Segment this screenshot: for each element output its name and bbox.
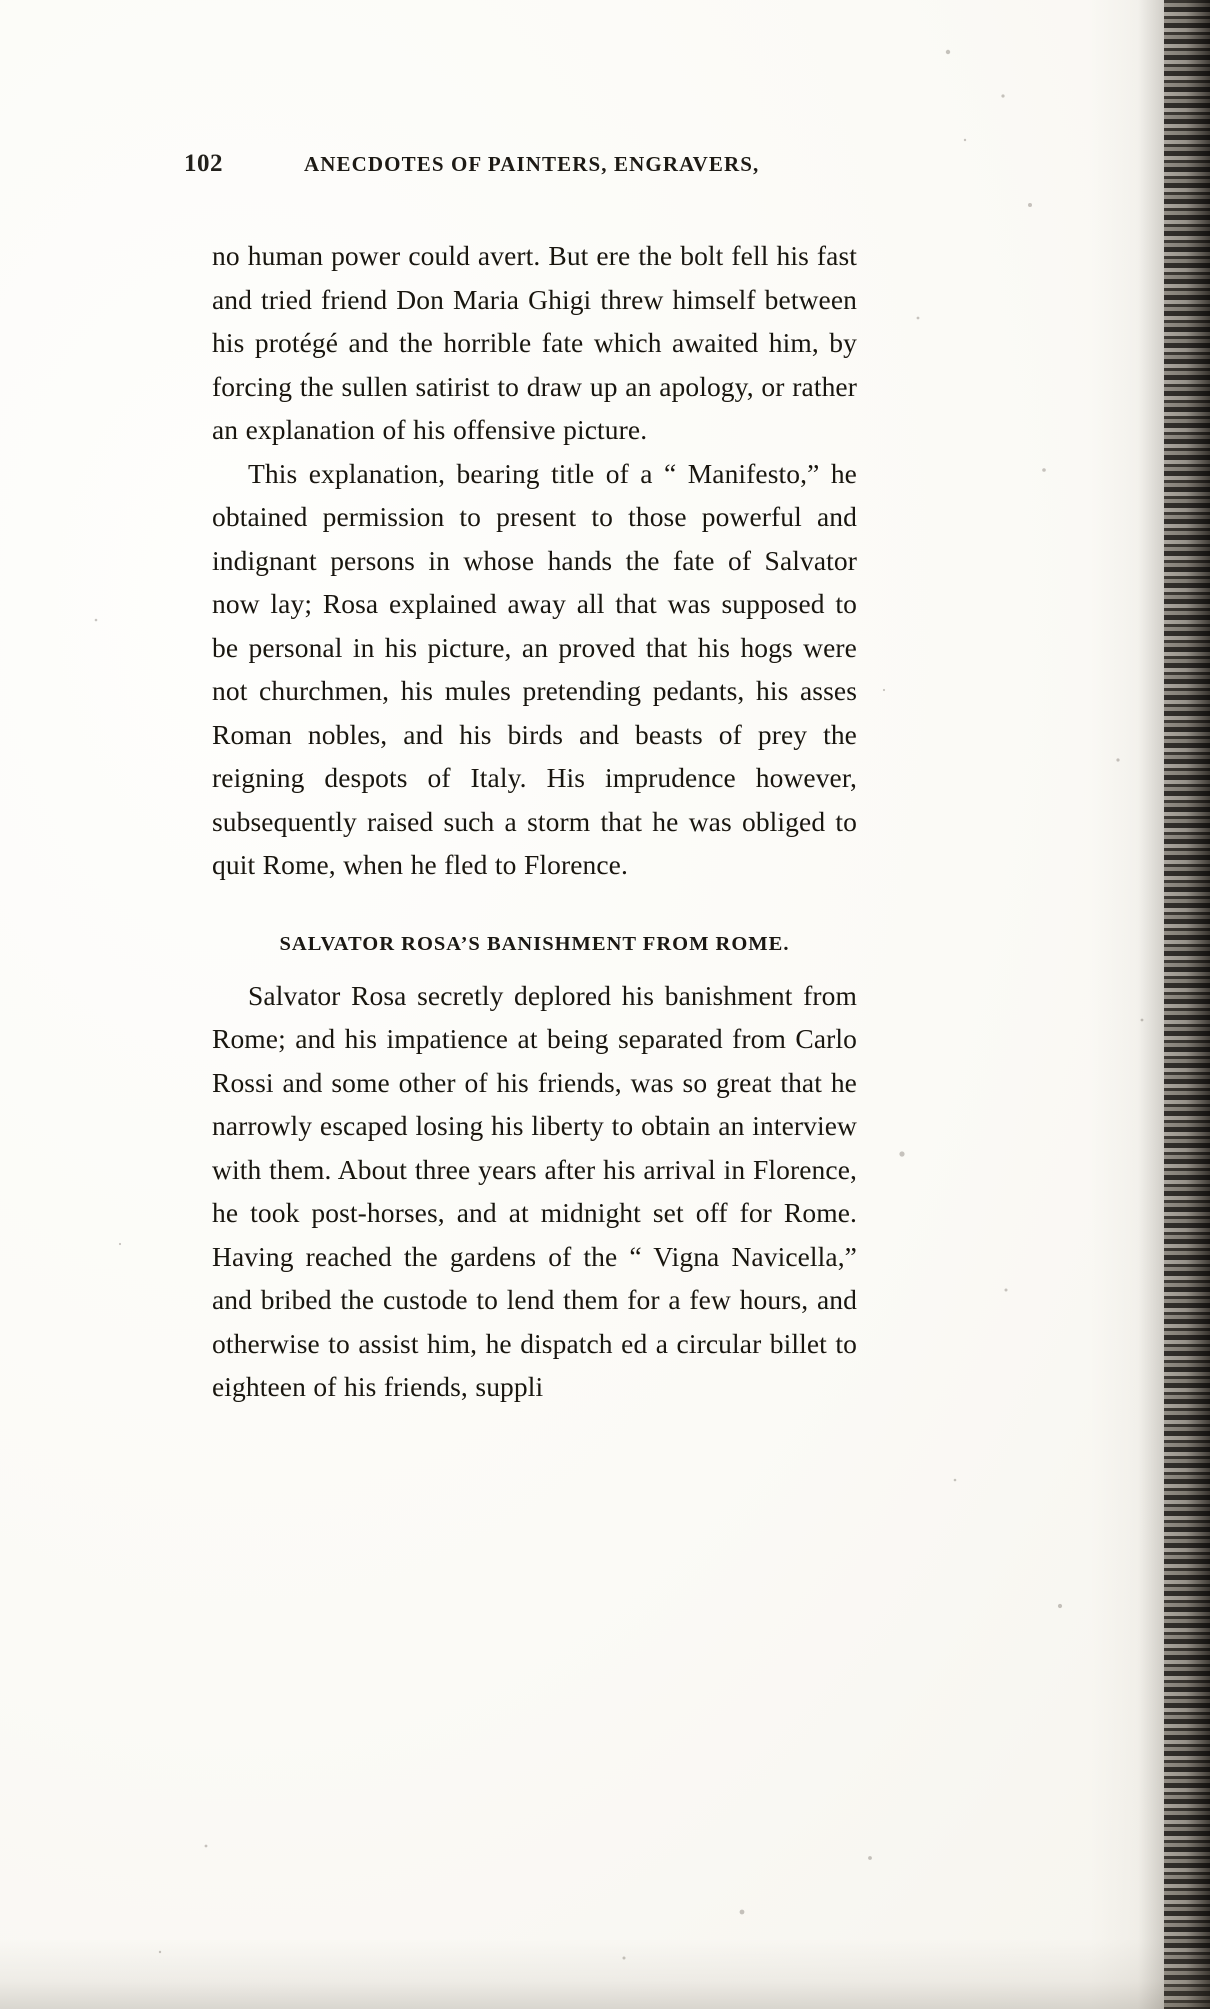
page-content: [184, 150, 857, 1409]
running-head: [184, 150, 857, 178]
paragraph-2: This explanation, bearing title of a “ Manifesto,” he obtained permission to present to those powerful and indignant persons in whose hands the fate of Salvator now lay; Rosa explained away all that was supposed to be personal in his picture, an proved that his hogs were not churchmen, his mules pretending pedants, his asses Roman nobles, and his birds and beasts of prey the reigning despots of Italy. His imprudence however, subsequently raised such a storm that he was obliged to quit Rome, when he fled to Florence.: [212, 457, 857, 880]
page-folio-number: 102: [184, 150, 223, 177]
running-head-title: ANECDOTES OF PAINTERS, ENGRAVERS,: [304, 152, 760, 176]
section-heading: SALVATOR ROSA’S BANISHMENT FROM ROME.: [279, 932, 790, 955]
paragraph-1: no human power could avert. But ere the bolt fell his fast and tried friend Don Maria Ghigi threw himself between his protégé and the horrible fate which awaited him, by forcing the sullen satirist to draw up an apology, or rather an explanation of his offensive picture.: [212, 240, 857, 445]
section-paragraph-1: Salvator Rosa secretly deplored his banishment from Rome; and his impatience at being separated from Carlo Rossi and some other of his friends, was so great that he narrowly escaped losing his liberty to obtain an interview with them. About three years after his arrival in Florence, he took post-horses, and at midnight set off for Rome. Having reached the gardens of the “ Vigna Navicella,” and bribed the custode to lend them for a few hours, and otherwise to assist him, he dispatch ed a circular billet to eighteen of his friends, suppli: [212, 979, 857, 1402]
